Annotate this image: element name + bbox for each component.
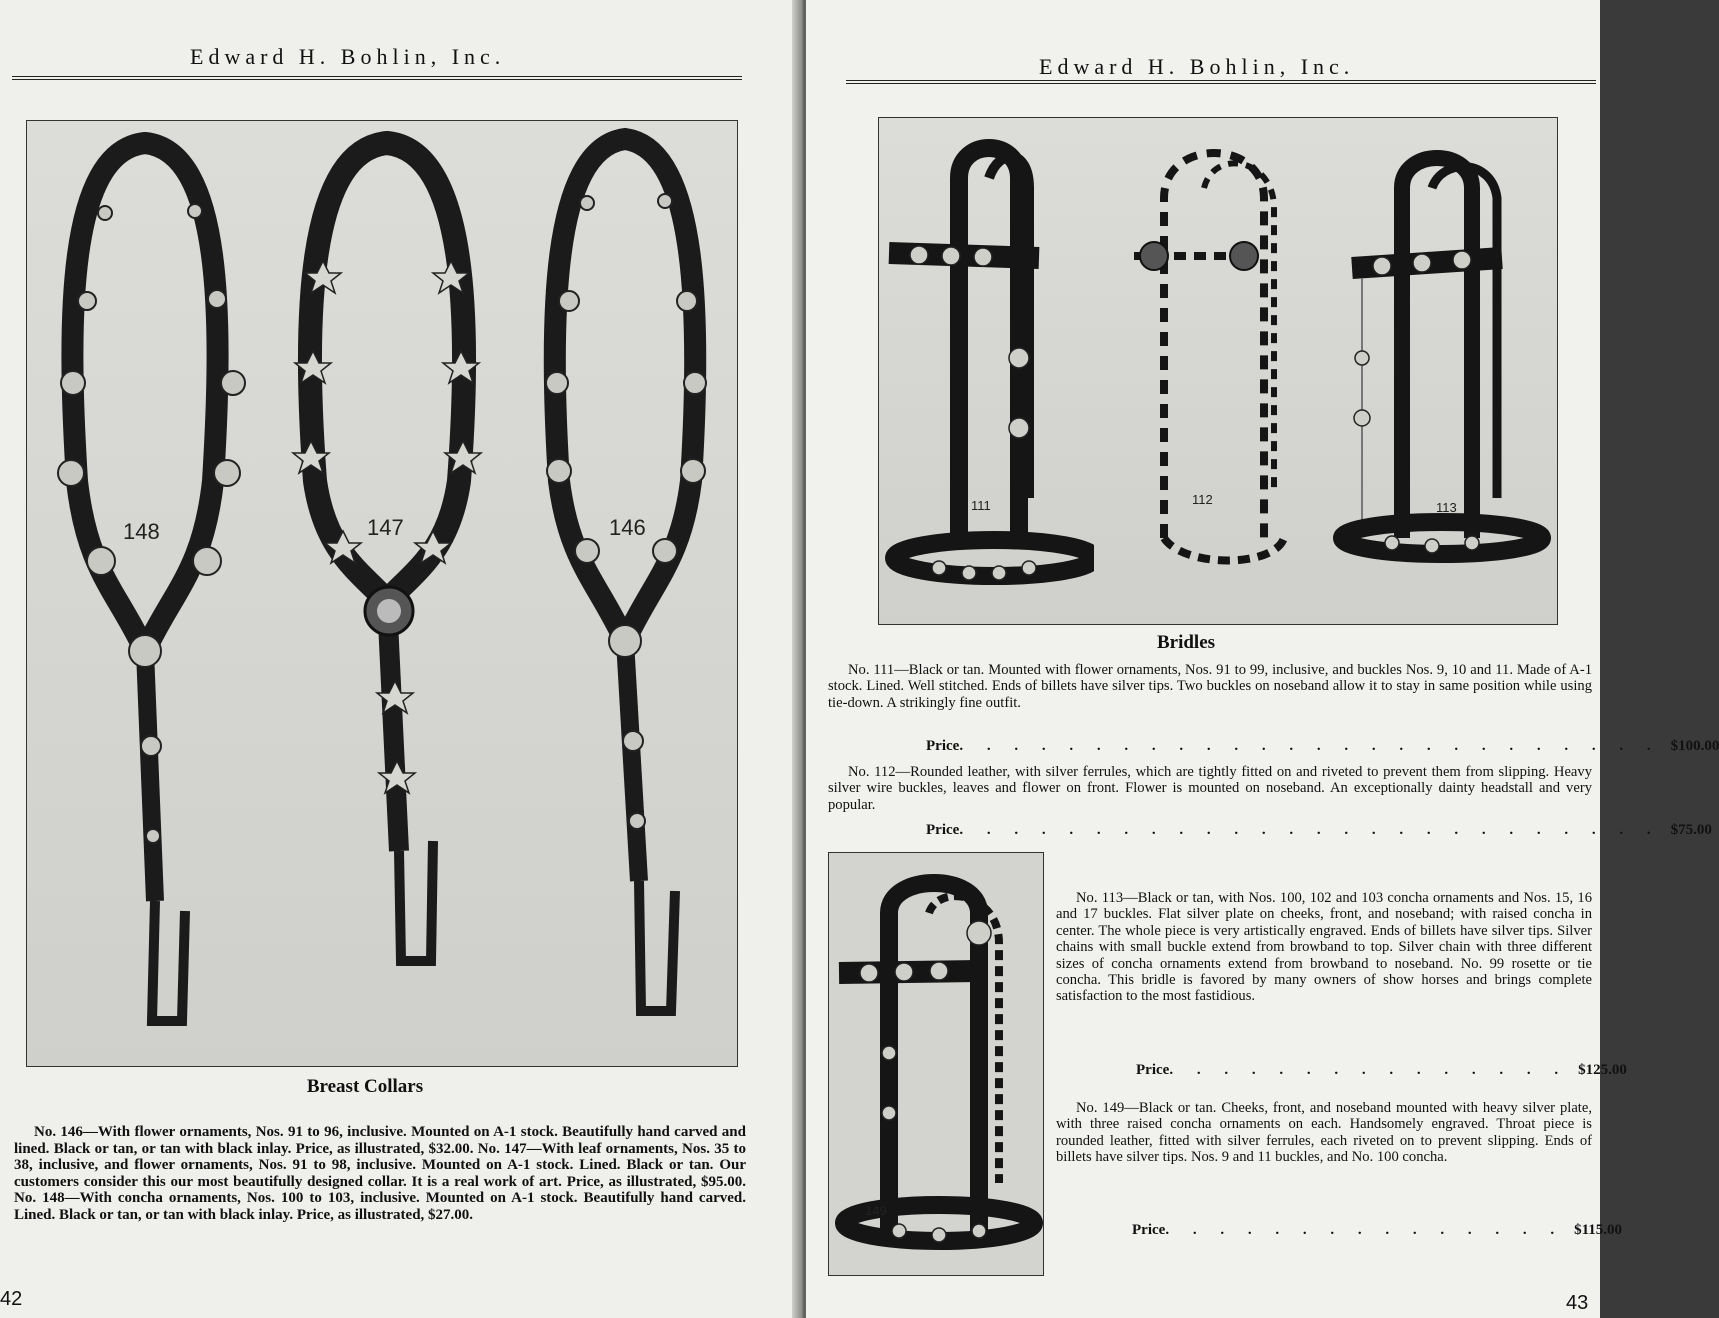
bridle-number-111: 111 xyxy=(971,498,991,513)
breast-collar-148-illustration xyxy=(27,121,263,1066)
breast-collars-caption: Breast Collars xyxy=(306,1076,424,1097)
collar-panel-146 xyxy=(515,121,737,1066)
bridle-113-description: No. 113—Black or tan, with Nos. 100, 102 and 103 concha ornaments and Nos. 15, 16 and 17 buckles. Flat silver plate on cheeks, front, and noseband; with raised concha in center. The whole piece is very artistically engraved. Ends of billets have silver tips. Silver chains with small buckle extend from browband to top. Silver chain with three different sizes of concha ornaments extend from browband to noseband. No. 99 rosette or tie concha. This bridle is favored by many owners of show horses and brings complete satisfaction to the most fastidious. xyxy=(1056,890,1592,1005)
bridle-149-description: No. 149—Black or tan. Cheeks, front, and noseband mounted with heavy silver plate, with three raised concha ornaments on each. Handsomely engraved. Throat piece is rounded leather, fitted with silver ferrules, each riveted on to prevent slipping. Ends of billets have silver tips. Nos. 9 and 11 buckles, and No. 100 concha. xyxy=(1056,1100,1592,1166)
bridles-caption: Bridles xyxy=(1156,632,1216,653)
price-label: Price xyxy=(926,738,960,754)
bridle-number-113: 113 xyxy=(1436,500,1457,515)
left-page xyxy=(0,0,800,1318)
bridle-113-price: $125.00 xyxy=(1578,1062,1627,1078)
collar-number-146: 146 xyxy=(609,515,646,540)
bridle-panel-112 xyxy=(1094,118,1323,624)
bridle-112-illustration xyxy=(1094,118,1322,624)
bridle-111-price: $100.00 xyxy=(1670,738,1719,754)
bridles-top-photo xyxy=(878,117,1558,625)
bridle-112-description: No. 112—Rounded leather, with silver ferrules, which are tightly fitted on and riveted to prevent them from slipping. Heavy silver wire buckles, leaves and flower on front. Flower is mounted on noseband. An exceptionally dainty headstall and very popular. xyxy=(828,764,1592,813)
breast-collar-146-illustration xyxy=(515,121,737,1066)
breast-collars-photo xyxy=(26,120,738,1067)
leader-dots: . . . . . . . . . . . . . . . xyxy=(1169,1062,1569,1078)
bridle-149-illustration xyxy=(829,853,1043,1275)
leader-dots: . . . . . . . . . . . . . . . . . . . . . . . . . . xyxy=(959,738,1661,754)
bridle-panel-113 xyxy=(1322,118,1557,624)
bridle-112-price-line xyxy=(926,822,1712,839)
bridle-111-price-line xyxy=(926,738,1719,755)
bridle-113-price-line xyxy=(1136,1062,1627,1079)
bridle-panel-111 xyxy=(879,118,1095,624)
price-label: Price xyxy=(1136,1062,1170,1078)
page-number-right: 43 xyxy=(1566,1292,1589,1314)
breast-collar-147-illustration xyxy=(263,121,515,1066)
right-page xyxy=(806,0,1719,1318)
price-label: Price xyxy=(926,822,960,838)
bridle-number-149: 149 xyxy=(865,1203,887,1218)
collar-number-147: 147 xyxy=(367,515,404,540)
bridle-149-price: $115.00 xyxy=(1574,1222,1622,1238)
page-number-left: 42 xyxy=(0,1288,23,1310)
header-rule xyxy=(12,76,742,80)
bridle-149-photo xyxy=(828,852,1044,1276)
leader-dots: . . . . . . . . . . . . . . . xyxy=(1165,1222,1565,1238)
bridle-113-illustration xyxy=(1322,118,1557,624)
page-header: Edward H. Bohlin, Inc. xyxy=(190,44,506,69)
bridle-number-112: 112 xyxy=(1192,492,1213,507)
page-header: Edward H. Bohlin, Inc. xyxy=(1039,54,1355,79)
price-label: Price xyxy=(1132,1222,1166,1238)
bridle-111-illustration xyxy=(879,118,1094,624)
breast-collars-description: No. 146—With flower ornaments, Nos. 91 to 96, inclusive. Mounted on A-1 stock. Beautifully hand carved and lined. Black or tan, or tan with black inlay. Price, as illustrated, $32.00. No. 147—With leaf ornaments, Nos. 35 to 38, inclusive, and flower ornaments, Nos. 91 to 98, inclusive. Mounted on A-1 stock. Lined. Black or tan. Our customers consider this our most beautifully designed collar. It is a real work of art. Price, as illustrated, $95.00. No. 148—With concha ornaments, Nos. 100 to 103, inclusive. Mounted on A-1 stock. Beautifully hand carved. Lined. Black or tan, or tan with black inlay. Price, as illustrated, $27.00. xyxy=(14,1124,746,1223)
bridle-112-price: $75.00 xyxy=(1670,822,1712,838)
bridle-111-description: No. 111—Black or tan. Mounted with flower ornaments, Nos. 91 to 99, inclusive, and buckles Nos. 9, 10 and 11. Made of A-1 stock. Lined. Well stitched. Ends of billets have silver tips. Two buckles on noseband allow it to stay in same position while using tie-down. A strikingly fine outfit. xyxy=(828,662,1592,711)
header-rule xyxy=(846,80,1596,84)
collar-panel-147 xyxy=(263,121,516,1066)
leader-dots: . . . . . . . . . . . . . . . . . . . . . . . . . . xyxy=(959,822,1661,838)
collar-number-148: 148 xyxy=(123,519,160,544)
collar-panel-148 xyxy=(27,121,264,1066)
bridle-149-price-line xyxy=(1132,1222,1622,1239)
